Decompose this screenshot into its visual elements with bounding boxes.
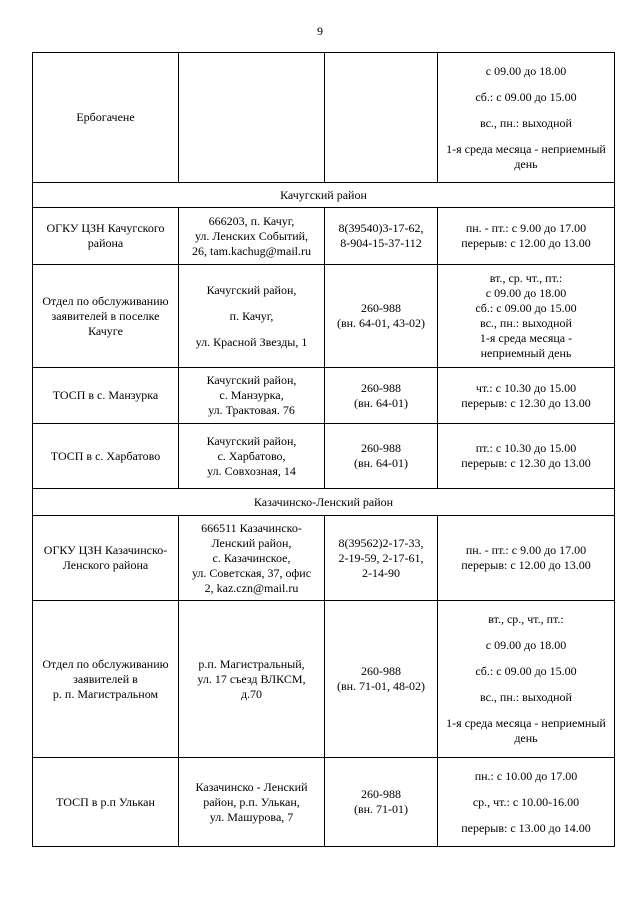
office-name: ТОСП в с. Манзурка <box>52 388 159 402</box>
address-line: 666511 Казачинско- <box>201 520 302 535</box>
schedule-cell <box>438 53 615 183</box>
phone-cell <box>325 265 438 368</box>
schedule-line: с 09.00 до 18.00 <box>485 286 567 300</box>
table-row <box>33 601 615 758</box>
address-line: р.п. Магистральный, <box>198 656 305 671</box>
address-line: ул. Красной Звезды, 1 <box>195 334 308 349</box>
address-line: ул. Машурова, 7 <box>209 809 294 824</box>
address-cell <box>179 265 325 368</box>
offices-table <box>32 52 615 847</box>
phone-line: (вн. 64-01, 43-02) <box>336 316 426 330</box>
address-line: ул. Трактовая. 76 <box>208 403 295 417</box>
address-line: п. Качуг, <box>229 308 274 323</box>
office-name: Ленского района <box>62 558 149 572</box>
address-line: д.70 <box>240 686 263 701</box>
district-row <box>33 183 615 208</box>
schedule-cell <box>438 208 615 265</box>
schedule-line: с 09.00 до 18.00 <box>485 63 567 78</box>
address-cell <box>179 758 325 847</box>
schedule-line: 1-я среда месяца - неприемный день <box>446 716 606 745</box>
address-line: ул. Ленских Событий, <box>194 228 309 243</box>
address-cell <box>179 208 325 265</box>
office-name-cell <box>33 265 179 368</box>
schedule-line: ср., чт.: с 10.00-16.00 <box>472 794 580 809</box>
page-number: 9 <box>317 24 323 38</box>
phone-line: (вн. 71-01, 48-02) <box>336 679 426 693</box>
office-name: ТОСП в р.п Улькан <box>56 794 155 809</box>
address-line: ул. 17 съезд ВЛКСМ, <box>197 671 306 686</box>
phone-line: (вн. 64-01) <box>353 395 409 410</box>
phone-line: 260-988 <box>361 441 401 455</box>
office-name: ОГКУ ЦЗН Качугского <box>46 221 165 235</box>
phone-cell <box>325 601 438 758</box>
address-line: Качугский район, <box>206 282 297 297</box>
table-row <box>33 424 615 489</box>
office-name: заявителей в <box>73 671 138 686</box>
schedule-line: пт.: с 10.30 до 15.00 <box>475 441 577 455</box>
office-name-cell <box>33 53 179 183</box>
address-line: Ленский район, <box>211 535 292 550</box>
office-name: района <box>87 236 124 250</box>
schedule-cell <box>438 368 615 424</box>
phone-line: 2-14-90 <box>362 565 400 580</box>
phone-line: 260-988 <box>361 664 401 678</box>
schedule-line: сб.: с 09.00 до 15.00 <box>475 664 577 678</box>
phone-cell <box>325 53 438 183</box>
phone-line: (вн. 71-01) <box>353 802 409 816</box>
schedule-cell <box>438 516 615 601</box>
table-row <box>33 265 615 368</box>
office-name-cell <box>33 424 179 489</box>
office-name-cell <box>33 516 179 601</box>
address-cell <box>179 601 325 758</box>
table-row <box>33 758 615 847</box>
district-title: Казачинско-Ленский район <box>33 489 615 516</box>
schedule-line: вс., пн.: выходной <box>480 690 572 704</box>
schedule-line: неприемный день <box>480 346 572 360</box>
office-name: Отдел по обслуживанию <box>42 293 169 308</box>
address-line: район, р.п. Улькан, <box>203 794 300 809</box>
phone-line: (вн. 64-01) <box>353 456 409 470</box>
office-name-cell <box>33 208 179 265</box>
table-row <box>33 53 615 183</box>
schedule-line: вс., пн.: выходной <box>480 316 572 330</box>
office-name-cell <box>33 368 179 424</box>
address-line: с. Харбатово, <box>217 448 286 463</box>
address-line: Казачинско - Ленский <box>195 779 308 794</box>
phone-line: 260-988 <box>361 787 401 801</box>
district-title: Качугский район <box>33 183 615 208</box>
schedule-line: 1-я среда месяца - неприемный день <box>446 141 606 171</box>
table-row <box>33 208 615 265</box>
address-line: Качугский район, <box>206 373 297 387</box>
schedule-line: пн.: с 10.00 до 17.00 <box>474 768 578 783</box>
schedule-line: вт., ср., чт., пт.: <box>488 612 564 626</box>
office-name: Качуге <box>88 323 123 338</box>
phone-line: 260-988 <box>361 301 401 315</box>
schedule-line: перерыв: с 12.00 до 13.00 <box>461 558 591 572</box>
table-row <box>33 368 615 424</box>
schedule-line: перерыв: с 12.30 до 13.00 <box>461 456 591 470</box>
address-cell <box>179 53 325 183</box>
phone-line: 2-19-59, 2-17-61, <box>338 550 424 565</box>
phone-cell <box>325 758 438 847</box>
schedule-cell <box>438 601 615 758</box>
phone-cell <box>325 424 438 489</box>
office-name-cell <box>33 601 179 758</box>
address-cell <box>179 424 325 489</box>
address-line: ул. Совхозная, 14 <box>207 463 296 478</box>
address-line: 666203, п. Качуг, <box>208 213 295 228</box>
schedule-line: пн. - пт.: с 9.00 до 17.00 <box>465 543 587 557</box>
phone-cell <box>325 368 438 424</box>
phone-line: 8(39562)2-17-33, <box>338 535 424 550</box>
office-name: Ербогачене <box>76 110 135 124</box>
phone-cell <box>325 208 438 265</box>
office-name-cell <box>33 758 179 847</box>
table-row <box>33 516 615 601</box>
schedule-cell <box>438 424 615 489</box>
address-cell <box>179 368 325 424</box>
address-line: 2, kaz.czn@mail.ru <box>204 580 299 595</box>
schedule-line: пн. - пт.: с 9.00 до 17.00 <box>465 221 587 235</box>
phone-line: 260-988 <box>361 380 401 395</box>
office-name: р. п. Магистральном <box>52 686 159 701</box>
schedule-cell <box>438 758 615 847</box>
schedule-line: сб.: с 09.00 до 15.00 <box>475 89 577 104</box>
schedule-line: вс., пн.: выходной <box>480 115 572 130</box>
phone-line: 8(39540)3-17-62, <box>338 221 424 235</box>
address-cell <box>179 516 325 601</box>
schedule-line: 1-я среда месяца - <box>479 331 573 345</box>
schedule-line: перерыв: с 12.30 до 13.00 <box>461 395 591 410</box>
office-name: Отдел по обслуживанию <box>42 656 169 671</box>
schedule-line: вт., ср. чт., пт.: <box>489 271 563 285</box>
office-name: ОГКУ ЦЗН Казачинско- <box>43 543 168 557</box>
phone-cell <box>325 516 438 601</box>
schedule-line: перерыв: с 13.00 до 14.00 <box>461 820 591 835</box>
schedule-line: сб.: с 09.00 до 15.00 <box>475 301 577 315</box>
address-line: ул. Советская, 37, офис <box>191 565 312 580</box>
address-line: 26, tam.kachug@mail.ru <box>191 243 312 258</box>
schedule-line: перерыв: с 12.00 до 13.00 <box>461 236 591 250</box>
office-name: заявителей в поселке <box>51 308 160 323</box>
schedule-line: с 09.00 до 18.00 <box>485 638 567 652</box>
address-line: с. Казачинское, <box>212 550 291 565</box>
address-line: с. Манзурка, <box>219 388 284 402</box>
schedule-line: чт.: с 10.30 до 15.00 <box>475 380 577 395</box>
district-row <box>33 489 615 516</box>
office-name: ТОСП в с. Харбатово <box>50 448 161 463</box>
schedule-cell <box>438 265 615 368</box>
address-line: Качугский район, <box>206 433 297 448</box>
phone-line: 8-904-15-37-112 <box>340 236 422 250</box>
